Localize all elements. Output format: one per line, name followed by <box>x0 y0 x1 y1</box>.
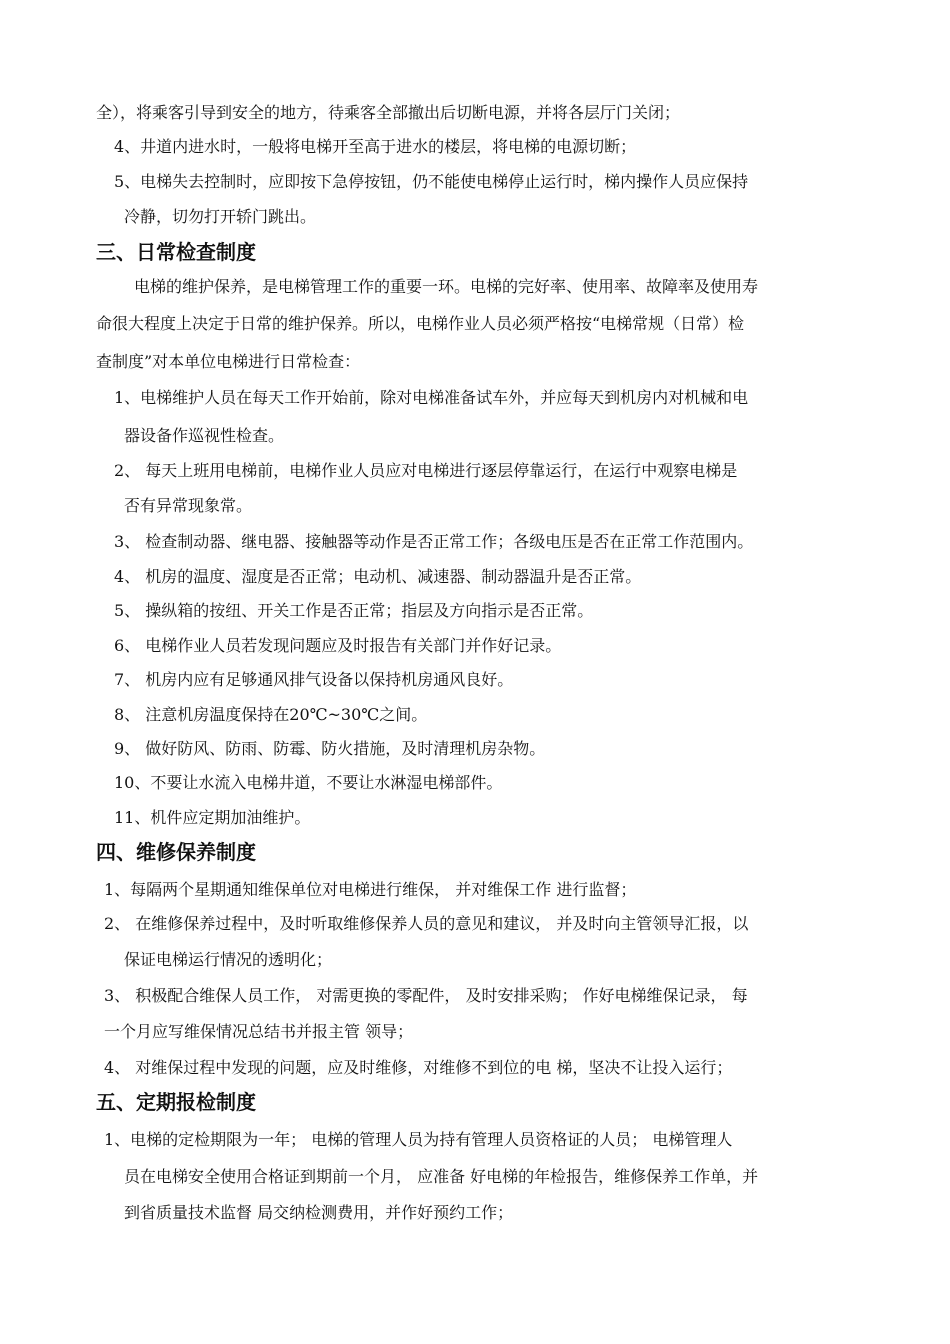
text-line: 到省质量技术监督 局交纳检测费用，并作好预约工作； <box>124 1203 514 1222</box>
text-line: 3、 检查制动器、继电器、接触器等动作是否正常工作；各级电压是否在正常工作范围内。 <box>114 532 754 551</box>
text-line: 1、每隔两个星期通知维保单位对电梯进行维保， 并对维保工作 进行监督； <box>104 880 637 899</box>
text-line: 电梯的维护保养，是电梯管理工作的重要一环。电梯的完好率、使用率、故障率及使用寿 <box>134 277 759 296</box>
text-line: 11、机件应定期加油维护。 <box>114 808 311 827</box>
text-line: 保证电梯运行情况的透明化； <box>124 950 333 969</box>
text-line: 否有异常现象常。 <box>124 496 253 515</box>
text-line: 1、电梯维护人员在每天工作开始前，除对电梯准备试车外，并应每天到机房内对机械和电 <box>114 388 749 407</box>
text-line: 冷静，切勿打开轿门跳出。 <box>124 207 317 226</box>
text-line: 全），将乘客引导到安全的地方，待乘客全部撤出后切断电源，并将各层厅门关闭； <box>96 103 681 122</box>
text-line: 8、 注意机房温度保持在20℃~30℃之间。 <box>114 705 428 724</box>
text-line: 2、 在维修保养过程中，及时听取维修保养人员的意见和建议， 并及时向主管领导汇报，以 <box>104 914 749 933</box>
text-line: 4、 对维保过程中发现的问题，应及时维修，对维修不到位的电 梯，坚决不让投入运行； <box>104 1058 733 1077</box>
text-line: 命很大程度上决定于日常的维护保养。所以，电梯作业人员必须严格按“电梯常规（日常）检 <box>96 314 745 333</box>
section-heading: 三、日常检查制度 <box>96 240 256 264</box>
text-line: 7、 机房内应有足够通风排气设备以保持机房通风良好。 <box>114 670 514 689</box>
text-line: 查制度”对本单位电梯进行日常检查： <box>96 352 361 371</box>
text-line: 2、 每天上班用电梯前，电梯作业人员应对电梯进行逐层停靠运行，在运行中观察电梯是 <box>114 461 738 480</box>
section-heading: 四、维修保养制度 <box>96 840 256 864</box>
text-line: 1、电梯的定检期限为一年； 电梯的管理人员为持有管理人员资格证的人员； 电梯管理人 <box>104 1130 733 1149</box>
text-line: 5、电梯失去控制时，应即按下急停按钮，仍不能使电梯停止运行时，梯内操作人员应保持 <box>114 172 749 191</box>
text-line: 器设备作巡视性检查。 <box>124 426 285 445</box>
text-line: 4、 机房的温度、湿度是否正常；电动机、减速器、制动器温升是否正常。 <box>114 567 642 586</box>
text-line: 9、 做好防风、防雨、防霉、防火措施，及时清理机房杂物。 <box>114 739 546 758</box>
text-line: 4、井道内进水时，一般将电梯开至高于进水的楼层，将电梯的电源切断； <box>114 137 637 156</box>
text-line: 员在电梯安全使用合格证到期前一个月， 应准备 好电梯的年检报告，维修保养工作单，并 <box>124 1167 759 1186</box>
text-line: 6、 电梯作业人员若发现问题应及时报告有关部门并作好记录。 <box>114 636 562 655</box>
text-line: 10、不要让水流入电梯井道，不要让水淋湿电梯部件。 <box>114 773 503 792</box>
text-line: 3、 积极配合维保人员工作， 对需更换的零配件， 及时安排采购； 作好电梯维保记录， 每 <box>104 986 748 1005</box>
text-line: 5、 操纵箱的按纽、开关工作是否正常；指层及方向指示是否正常。 <box>114 601 594 620</box>
section-heading: 五、定期报检制度 <box>96 1090 256 1114</box>
text-line: 一个月应写维保情况总结书并报主管 领导； <box>104 1022 414 1041</box>
